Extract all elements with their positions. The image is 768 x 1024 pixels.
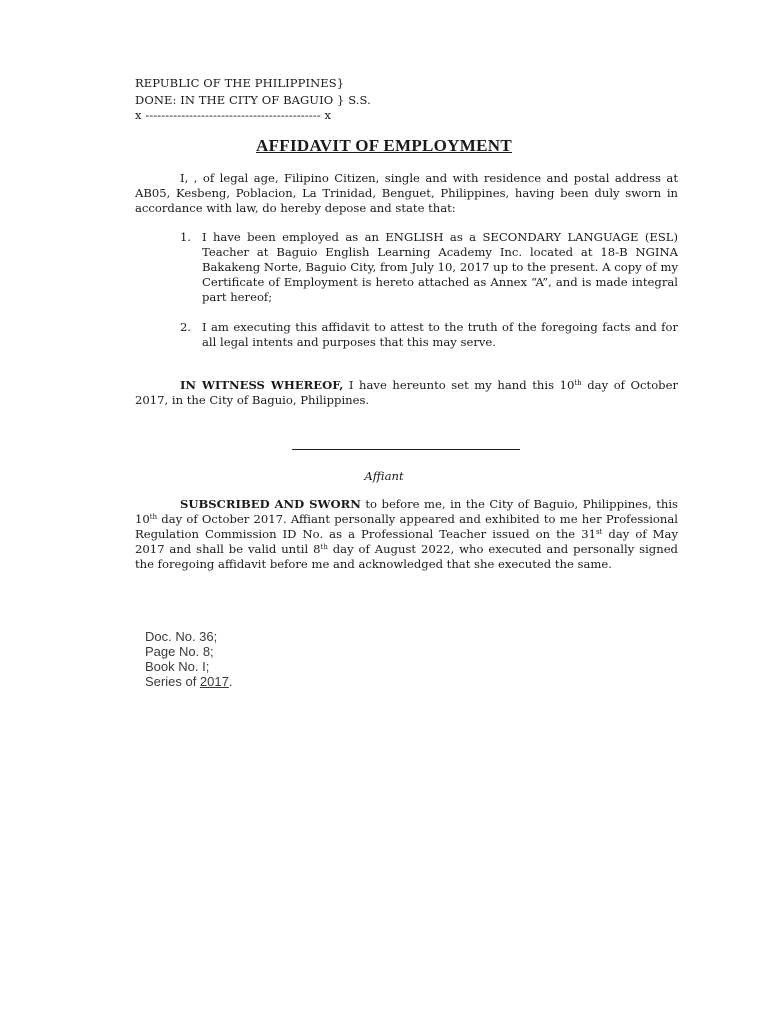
sworn-paragraph (135, 497, 678, 572)
intro-paragraph: I, , of legal age, Filipino Citizen, single and with residence and postal address at AB05, Kesbeng, Poblacion, La Trinidad, Benguet, Philippines, having been duly sworn in accordance with law, do hereby depose and state that: (135, 171, 678, 215)
sworn-lead: SUBSCRIBED AND SWORN (180, 497, 361, 511)
sworn-superscript-3: th (320, 543, 328, 551)
list-item-text: I am executing this affidavit to attest to the truth of the foregoing facts and for all legal intents and purposes that this may serve. (202, 320, 678, 349)
signature-line (292, 449, 520, 450)
notary-book-number: Book No. I; (145, 659, 210, 674)
witness-lead: IN WITNESS WHEREOF, (180, 378, 344, 392)
list-item-number: 2. (180, 320, 192, 334)
notary-series (145, 674, 232, 689)
list-item-text: I have been employed as an ENGLISH as a SECONDARY LANGUAGE (ESL) Teacher at Baguio English Learning Academy Inc. located at 18-B NGINA Bakakeng Norte, Baguio City, from July 10, 2017 up to the present. A copy of my Certificate of Employment is hereto attached as Annex “A”, and is made integral part hereof; (202, 230, 678, 304)
notary-series-year: 2017 (199, 674, 229, 689)
sworn-text-b: day of October 2017. Affiant personally appeared and exhibited to me her Professional Regulation Commission ID No. as a Professional Teacher issued on the 31 (135, 512, 678, 541)
witness-superscript: th (574, 379, 582, 387)
sworn-text-a: to before me, in the City of Baguio, Philippines, this 10 (135, 497, 678, 526)
witness-text-a: I have hereunto set my hand this 10 (343, 378, 575, 392)
sworn-text-c: day of May 2017 and shall be valid until 8 (135, 527, 678, 556)
header-republic: REPUBLIC OF THE PHILIPPINES} (135, 76, 345, 90)
header-venue: DONE: IN THE CITY OF BAGUIO } S.S. (135, 93, 371, 107)
notary-page-number: Page No. 8; (145, 644, 214, 659)
sworn-text-d: day of August 2022, who executed and personally signed the foregoing affidavit before me and acknowledged that she executed the same. (135, 542, 678, 571)
list-item-number: 1. (180, 230, 192, 244)
sworn-superscript-2: st (595, 528, 603, 536)
notary-doc-number: Doc. No. 36; (145, 629, 218, 644)
document-title: AFFIDAVIT OF EMPLOYMENT (256, 136, 512, 155)
sworn-superscript-1: th (149, 513, 158, 521)
header-divider: x -------------------------------------------- x (135, 108, 332, 122)
affiant-label: Affiant (364, 469, 404, 483)
witness-text-b: day of October 2017, in the City of Baguio, Philippines. (135, 378, 678, 407)
witness-paragraph (135, 378, 678, 408)
notary-series-prefix: Series of (145, 674, 200, 689)
notary-series-suffix: . (228, 674, 233, 689)
